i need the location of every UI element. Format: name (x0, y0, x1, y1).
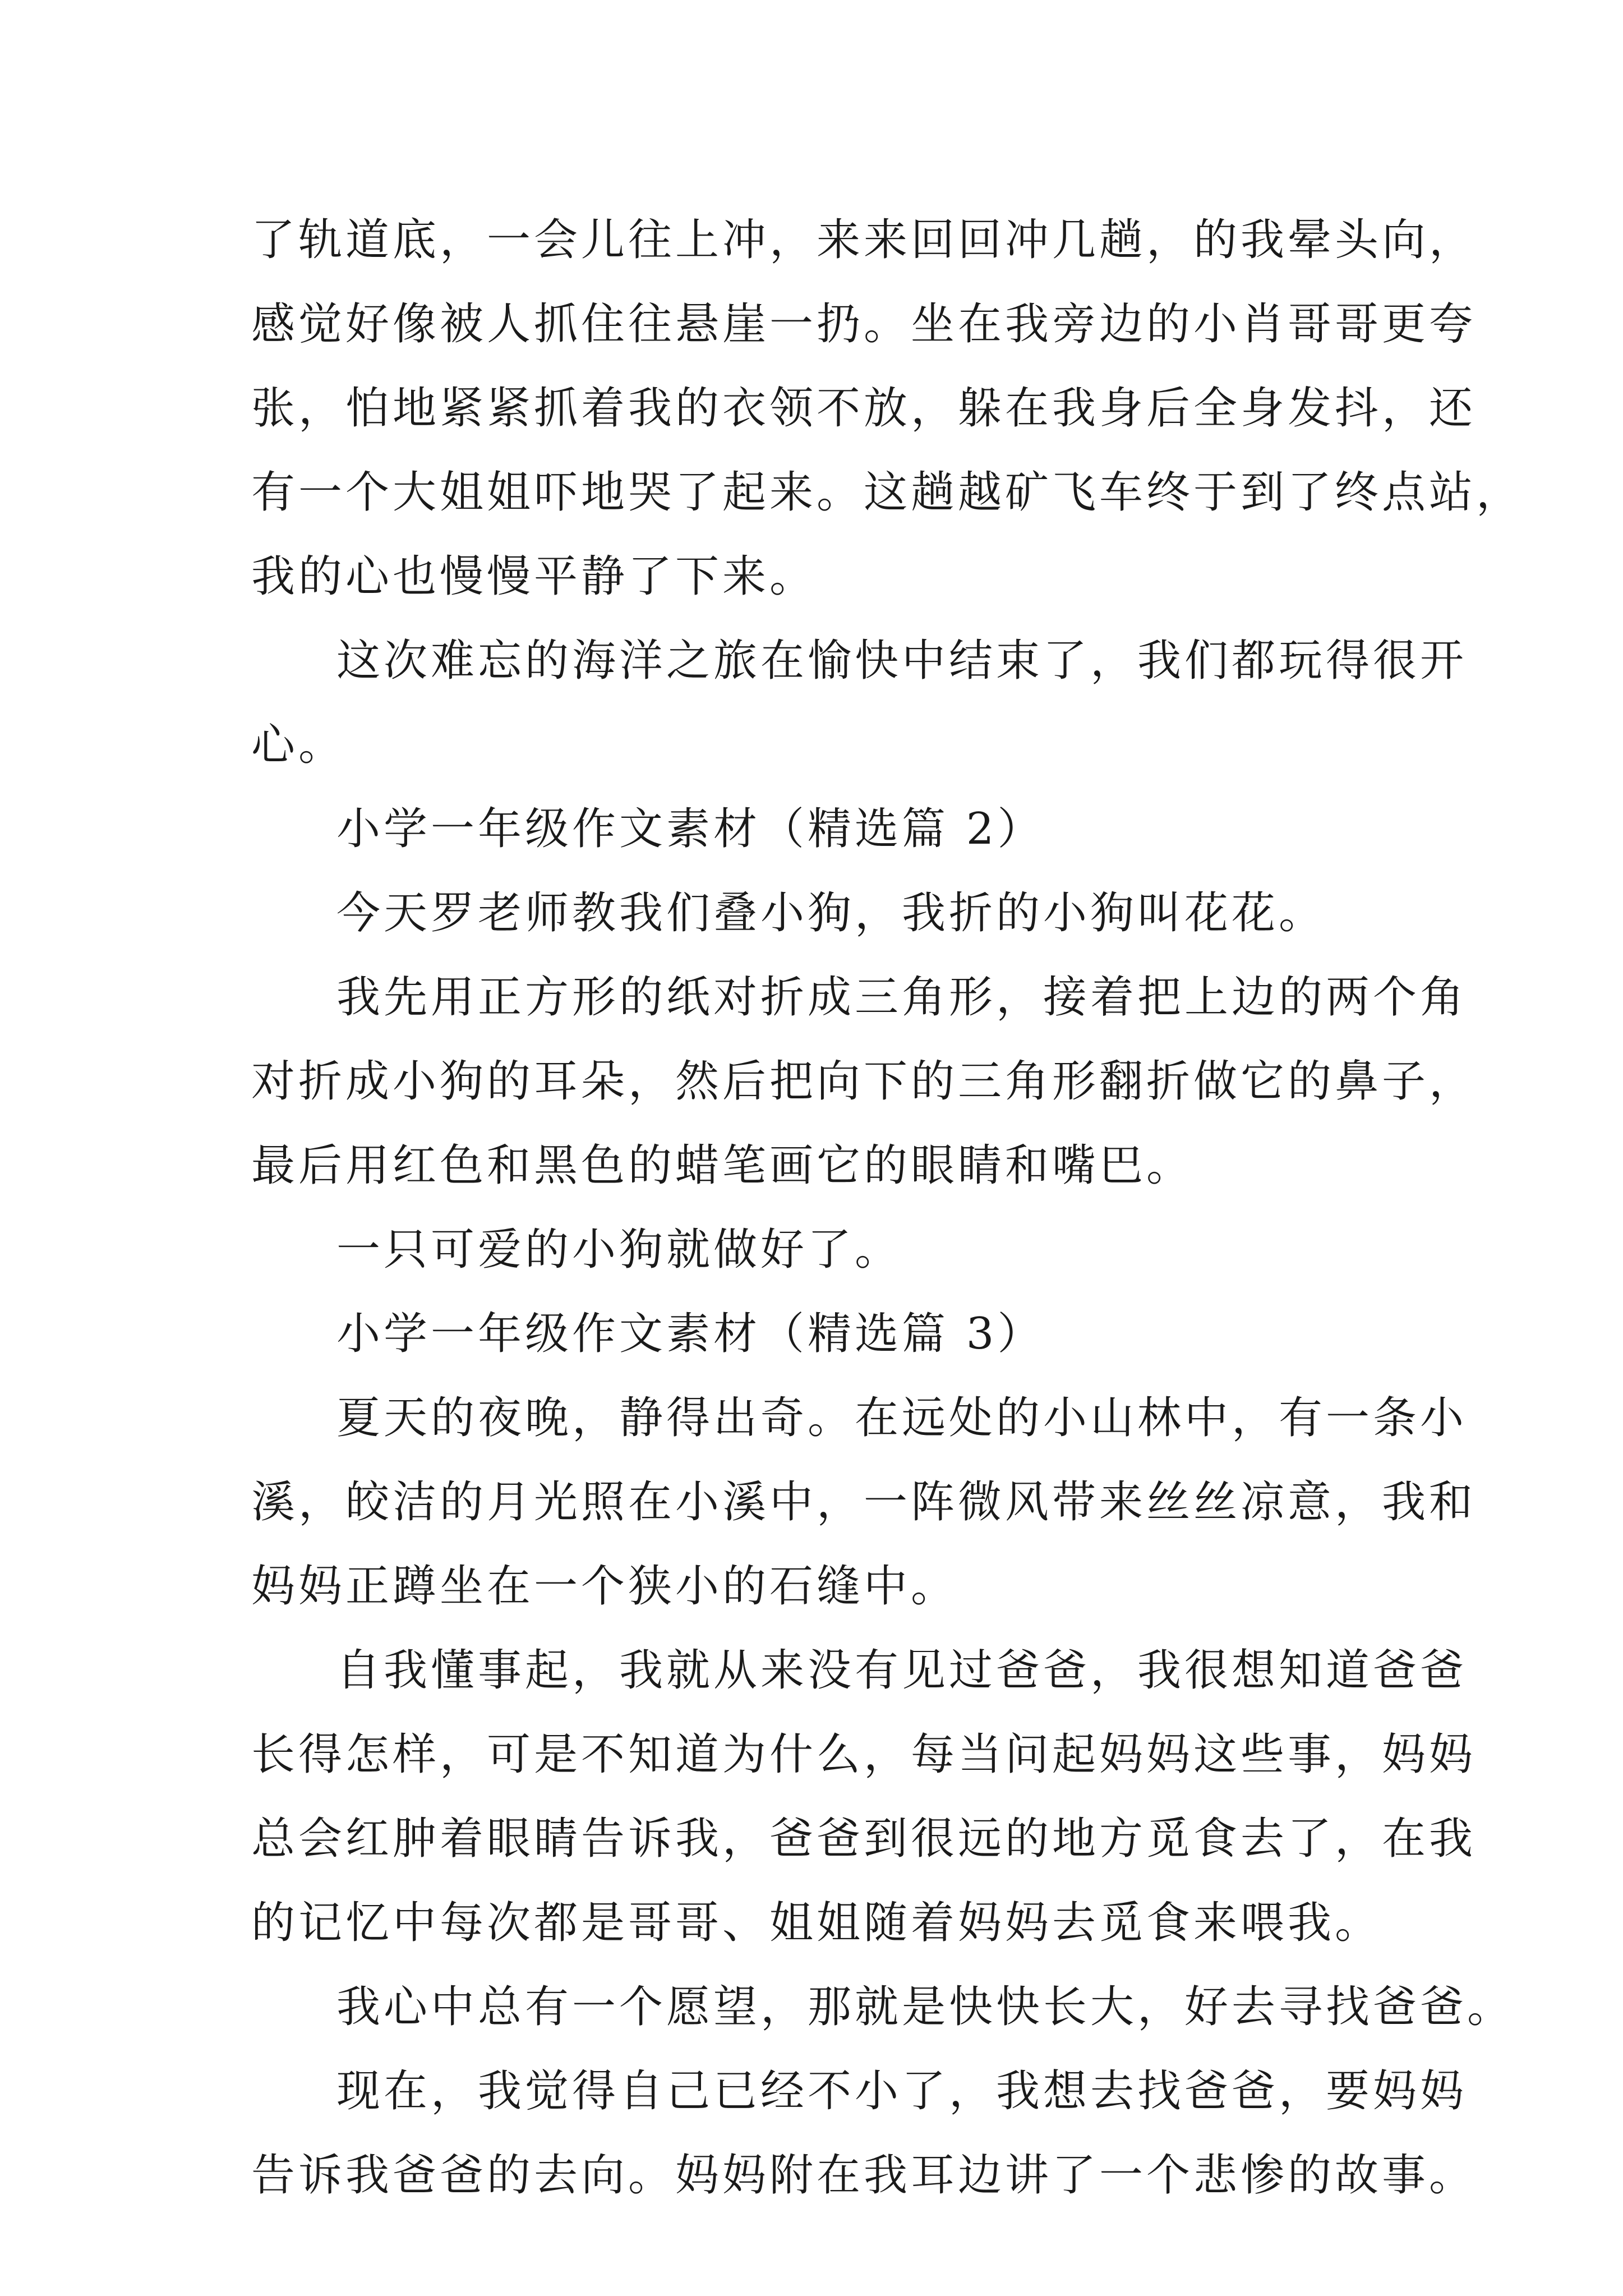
text-line: 夏天的夜晚，静得出奇。在远处的小山林中，有一条小 (336, 1393, 1468, 1443)
text-line: 心。 (251, 720, 346, 770)
text-line: 总会红肿着眼睛告诉我，爸爸到很远的地方觅食去了，在我 (251, 1814, 1477, 1864)
text-line: 了轨道底，一会儿往上冲，来来回回冲几趟，的我晕头向， (251, 215, 1477, 265)
text-line: 一只可爱的小狗就做好了。 (336, 1225, 902, 1275)
text-line: 最后用红色和黑色的蜡笔画它的眼睛和嘴巴。 (251, 1140, 1194, 1191)
section-heading: 小学一年级作文素材（精选篇 3） (336, 1309, 1045, 1359)
text-line: 妈妈正蹲坐在一个狭小的石缝中。 (251, 1561, 958, 1612)
text-line: 感觉好像被人抓住往悬崖一扔。坐在我旁边的小肖哥哥更夸 (251, 299, 1477, 349)
text-line: 张，怕地紧紧抓着我的衣领不放，躲在我身后全身发抖，还 (251, 383, 1477, 434)
text-line: 今天罗老师教我们叠小狗，我折的小狗叫花花。 (336, 888, 1326, 938)
section-heading: 小学一年级作文素材（精选篇 2） (336, 804, 1045, 854)
text-line: 对折成小狗的耳朵，然后把向下的三角形翻折做它的鼻子， (251, 1056, 1477, 1107)
text-line: 我心中总有一个愿望，那就是快快长大，好去寻找爸爸。 (336, 1982, 1515, 2032)
text-line: 长得怎样，可是不知道为什么，每当问起妈妈这些事，妈妈 (251, 1729, 1477, 1780)
text-line: 的记忆中每次都是哥哥、姐姐随着妈妈去觅食来喂我。 (251, 1898, 1382, 1948)
text-line: 我的心也慢慢平静了下来。 (251, 551, 817, 602)
text-line: 现在，我觉得自己已经不小了，我想去找爸爸，要妈妈 (336, 2066, 1468, 2116)
text-line: 有一个大姐姐吓地哭了起来。这趟越矿飞车终于到了终点站， (251, 467, 1524, 518)
text-line: 自我懂事起，我就从来没有见过爸爸，我很想知道爸爸 (336, 1645, 1468, 1696)
text-line: 这次难忘的海洋之旅在愉快中结束了，我们都玩得很开 (336, 636, 1468, 686)
text-line: 溪，皎洁的月光照在小溪中，一阵微风带来丝丝凉意，我和 (251, 1477, 1477, 1527)
text-line: 告诉我爸爸的去向。妈妈附在我耳边讲了一个悲惨的故事。 (251, 2150, 1477, 2201)
text-line: 我先用正方形的纸对折成三角形，接着把上边的两个角 (336, 972, 1468, 1023)
